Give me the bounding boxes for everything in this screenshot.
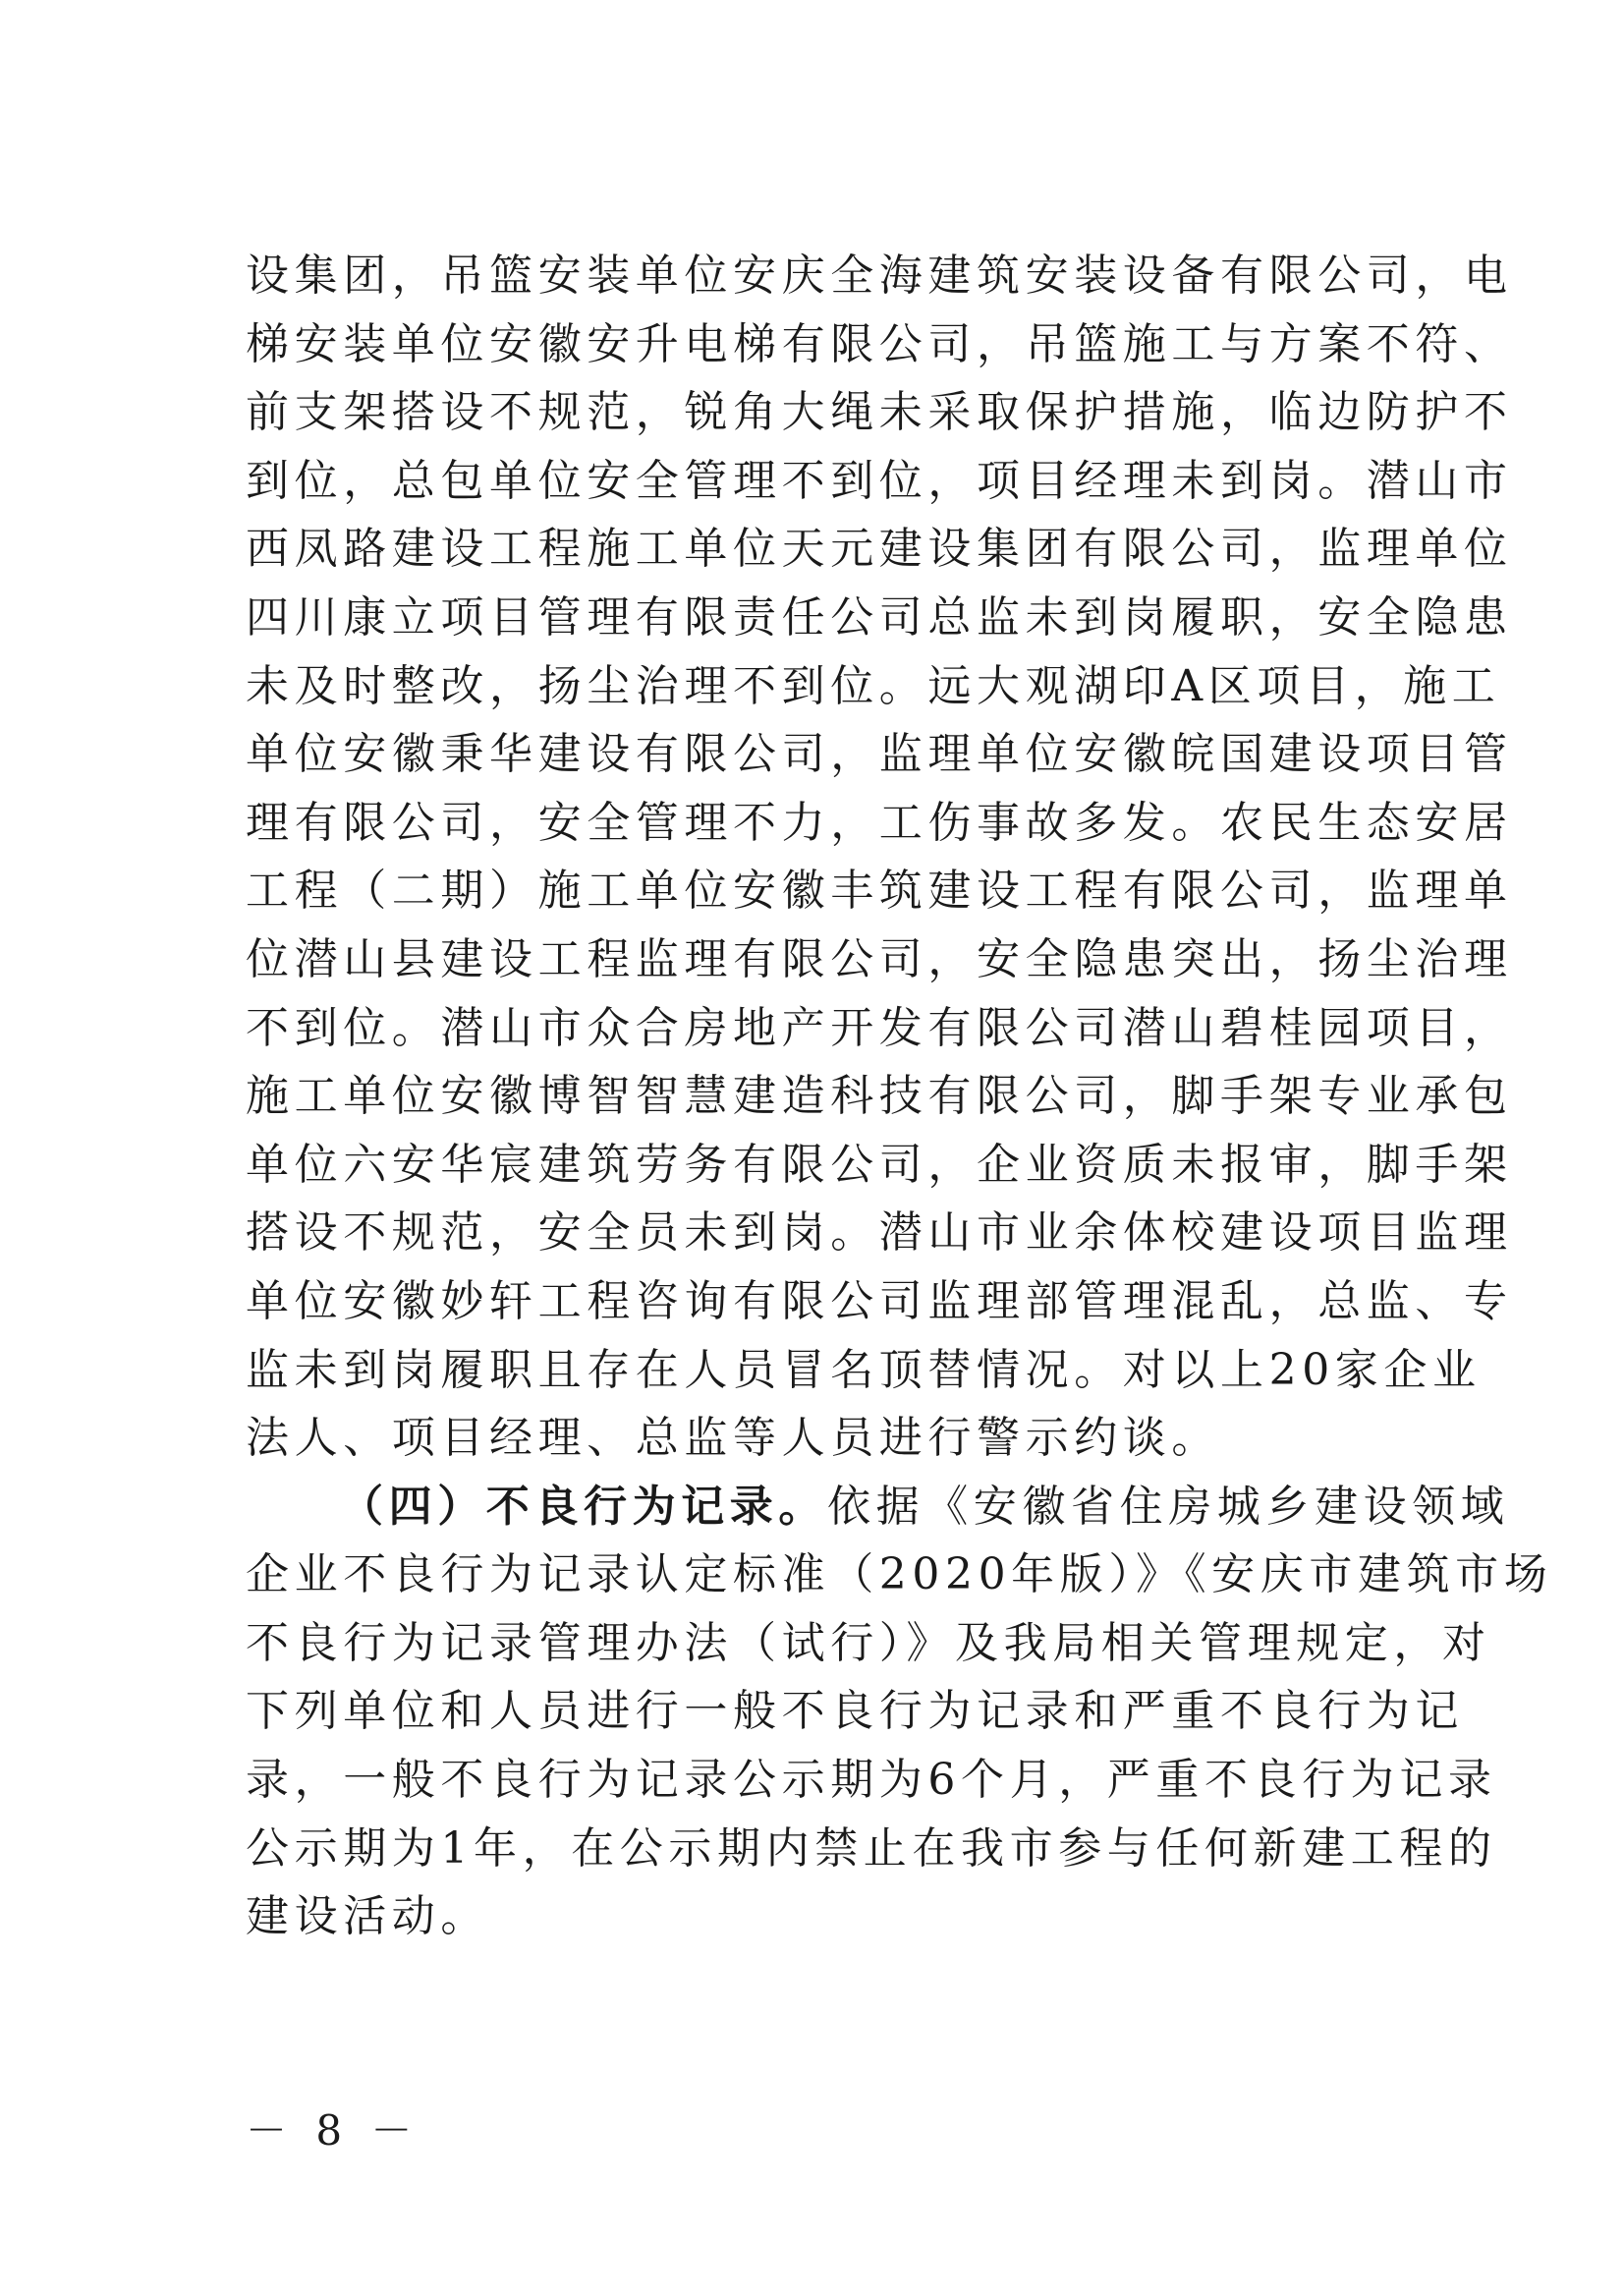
text-line: 法人、项目经理、总监等人员进行警示约谈。 (246, 1413, 1220, 1464)
text-line: 前支架搭设不规范，锐角大绳未采取保护措施，临边防护不 (246, 387, 1513, 438)
text-line: 理有限公司，安全管理不力，工伤事故多发。农民生态安居 (246, 797, 1513, 848)
document-body (246, 242, 1553, 1951)
text-line: 西凤路建设工程施工单位天元建设集团有限公司，监理单位 (246, 524, 1513, 575)
paragraph-first-line (246, 1473, 1510, 1541)
text-line: 位潜山县建设工程监理有限公司，安全隐患突出，扬尘治理 (246, 933, 1513, 984)
text-line: 四川康立项目管理有限责任公司总监未到岗履职，安全隐患 (246, 591, 1513, 643)
text-line: 录，一般不良行为记录公示期为6个月，严重不良行为记录 (246, 1755, 1497, 1806)
text-line: 单位安徽秉华建设有限公司，监理单位安徽皖国建设项目管 (246, 729, 1513, 780)
text-line: 到位，总包单位安全管理不到位，项目经理未到岗。潜山市 (246, 455, 1513, 506)
text-line: 梯安装单位安徽安升电梯有限公司，吊篮施工与方案不符、 (246, 318, 1513, 369)
text-line: 监未到岗履职且存在人员冒名顶替情况。对以上20家企业 (246, 1344, 1482, 1395)
text-line: 公示期为1年，在公示期内禁止在我市参与任何新建工程的 (246, 1822, 1497, 1874)
text-line: 不到位。潜山市众合房地产开发有限公司潜山碧桂园项目， (246, 1002, 1513, 1053)
page-number: － 8 － (246, 2106, 420, 2155)
text-line: 工程（二期）施工单位安徽丰筑建设工程有限公司，监理单 (246, 866, 1513, 917)
text-line: 单位六安华宸建筑劳务有限公司，企业资质未报审，脚手架 (246, 1139, 1513, 1190)
text-span: 依据《安徽省住房城乡建设领域 (827, 1481, 1510, 1532)
text-line: 下列单位和人员进行一般不良行为记录和严重不良行为记 (246, 1686, 1464, 1737)
text-line: 建设活动。 (246, 1891, 489, 1942)
text-line: 未及时整改，扬尘治理不到位。远大观湖印A区项目，施工 (246, 660, 1501, 711)
text-line: 企业不良行为记录认定标准（2020年版）》《安庆市建筑市场 (246, 1549, 1553, 1600)
section-heading: （四）不良行为记录。 (340, 1481, 827, 1532)
text-line: 单位安徽妙轩工程咨询有限公司监理部管理混乱，总监、专 (246, 1275, 1513, 1326)
text-line: 施工单位安徽博智智慧建造科技有限公司，脚手架专业承包 (246, 1071, 1513, 1122)
text-line: 不良行为记录管理办法（试行）》及我局相关管理规定，对 (246, 1617, 1491, 1668)
text-line: 搭设不规范，安全员未到岗。潜山市业余体校建设项目监理 (246, 1207, 1513, 1259)
text-line: 设集团，吊篮安装单位安庆全海建筑安装设备有限公司，电 (246, 251, 1513, 301)
